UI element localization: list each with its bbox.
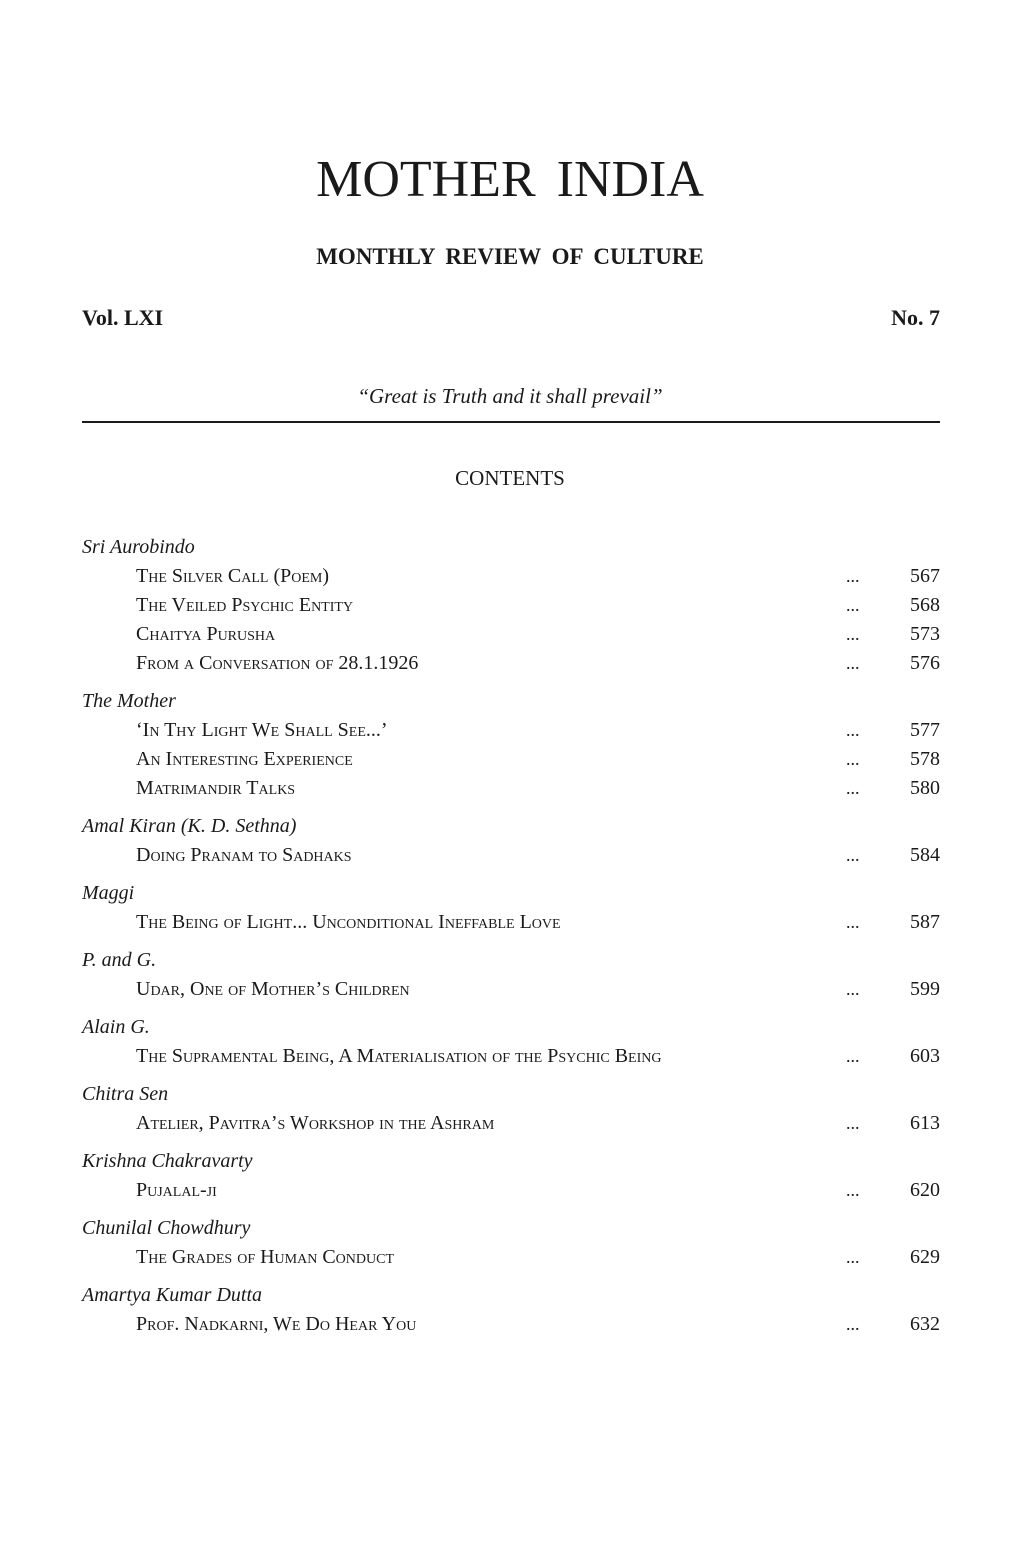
toc-section <box>82 1080 940 1138</box>
volume-label: Vol. LXI <box>82 305 164 330</box>
toc-entry[interactable] <box>82 562 940 591</box>
page-number: 568 <box>910 594 940 616</box>
toc-entry[interactable] <box>82 774 940 803</box>
page-number: 632 <box>910 1313 940 1335</box>
author-name: Amartya Kumar Dutta <box>82 1284 262 1306</box>
leader-dots: ... <box>846 912 860 932</box>
entry-title: The Grades of Human Conduct <box>136 1246 395 1268</box>
entry-title: Matrimandir Talks <box>136 777 296 799</box>
toc-section <box>82 1214 940 1272</box>
journal-subtitle: MONTHLY REVIEW OF CULTURE <box>316 244 704 269</box>
page-number: 599 <box>910 978 940 1000</box>
toc-entry[interactable] <box>82 1176 940 1205</box>
entry-title: Pujalal-ji <box>136 1179 217 1201</box>
entry-title: Prof. Nadkarni, We Do Hear You <box>136 1313 417 1335</box>
page-number: 613 <box>910 1112 940 1134</box>
author-name: P. and G. <box>82 949 157 971</box>
page-number: 584 <box>910 844 940 866</box>
entry-title: The Supramental Being, A Materialisation of the Psychic Being <box>136 1045 662 1067</box>
leader-dots: ... <box>846 979 860 999</box>
toc-section <box>82 1281 940 1339</box>
entry-title: An Interesting Experience <box>136 748 353 770</box>
author-name: Chunilal Chowdhury <box>82 1217 251 1239</box>
page-number: 620 <box>910 1179 940 1201</box>
entry-title: The Being of Light... Unconditional Ineffable Love <box>136 911 561 933</box>
toc-entry[interactable] <box>82 591 940 620</box>
page-number: 567 <box>910 565 940 587</box>
author-name: Amal Kiran (K. D. Sethna) <box>82 815 297 837</box>
leader-dots: ... <box>846 1180 860 1200</box>
toc-entry[interactable] <box>82 908 940 937</box>
page-number: 580 <box>910 777 940 799</box>
toc-entry[interactable] <box>82 1109 940 1138</box>
leader-dots: ... <box>846 1314 860 1334</box>
leader-dots: ... <box>846 778 860 798</box>
leader-dots: ... <box>846 653 860 673</box>
journal-title: MOTHER INDIA <box>316 151 704 208</box>
toc-section <box>82 533 940 678</box>
leader-dots: ... <box>846 720 860 740</box>
page-number: 573 <box>910 623 940 645</box>
toc-entry[interactable] <box>82 1310 940 1339</box>
toc-entry[interactable] <box>82 620 940 649</box>
page-number: 576 <box>910 652 940 674</box>
entry-title: ‘In Thy Light We Shall See...’ <box>136 719 388 741</box>
author-name: Sri Aurobindo <box>82 536 195 558</box>
toc-section <box>82 1013 940 1071</box>
horizontal-rule <box>82 421 940 423</box>
toc-entry[interactable] <box>82 975 940 1004</box>
page-number: 577 <box>910 719 940 741</box>
toc-section <box>82 879 940 937</box>
entry-title: Atelier, Pavitra’s Workshop in the Ashram <box>136 1112 495 1134</box>
toc-entry[interactable] <box>82 716 940 745</box>
author-name: Alain G. <box>82 1016 150 1038</box>
leader-dots: ... <box>846 845 860 865</box>
leader-dots: ... <box>846 749 860 769</box>
page-number: 603 <box>910 1045 940 1067</box>
leader-dots: ... <box>846 595 860 615</box>
toc-entry[interactable] <box>82 1243 940 1272</box>
entry-title: From a Conversation of 28.1.1926 <box>136 652 419 674</box>
toc-section <box>82 1147 940 1205</box>
leader-dots: ... <box>846 624 860 644</box>
issue-number: No. 7 <box>891 305 940 330</box>
page-number: 629 <box>910 1246 940 1268</box>
author-name: Maggi <box>82 882 135 904</box>
author-name: Krishna Chakravarty <box>82 1150 253 1172</box>
entry-title: The Silver Call (Poem) <box>136 565 330 587</box>
toc-section <box>82 687 940 803</box>
page-number: 587 <box>910 911 940 933</box>
entry-title: Chaitya Purusha <box>136 623 276 645</box>
motto: “Great is Truth and it shall prevail” <box>357 384 663 408</box>
leader-dots: ... <box>846 566 860 586</box>
leader-dots: ... <box>846 1113 860 1133</box>
author-name: Chitra Sen <box>82 1083 169 1105</box>
toc-entry[interactable] <box>82 841 940 870</box>
author-name: The Mother <box>82 690 176 712</box>
page-number: 578 <box>910 748 940 770</box>
toc-section <box>82 946 940 1004</box>
contents-heading: CONTENTS <box>455 466 565 490</box>
toc-section <box>82 812 940 870</box>
leader-dots: ... <box>846 1046 860 1066</box>
leader-dots: ... <box>846 1247 860 1267</box>
entry-title: The Veiled Psychic Entity <box>136 594 354 616</box>
entry-title: Doing Pranam to Sadhaks <box>136 844 352 866</box>
toc-entry[interactable] <box>82 649 940 678</box>
toc-entry[interactable] <box>82 1042 940 1071</box>
toc-entry[interactable] <box>82 745 940 774</box>
table-of-contents <box>82 533 940 1348</box>
entry-title: Udar, One of Mother’s Children <box>136 978 410 1000</box>
